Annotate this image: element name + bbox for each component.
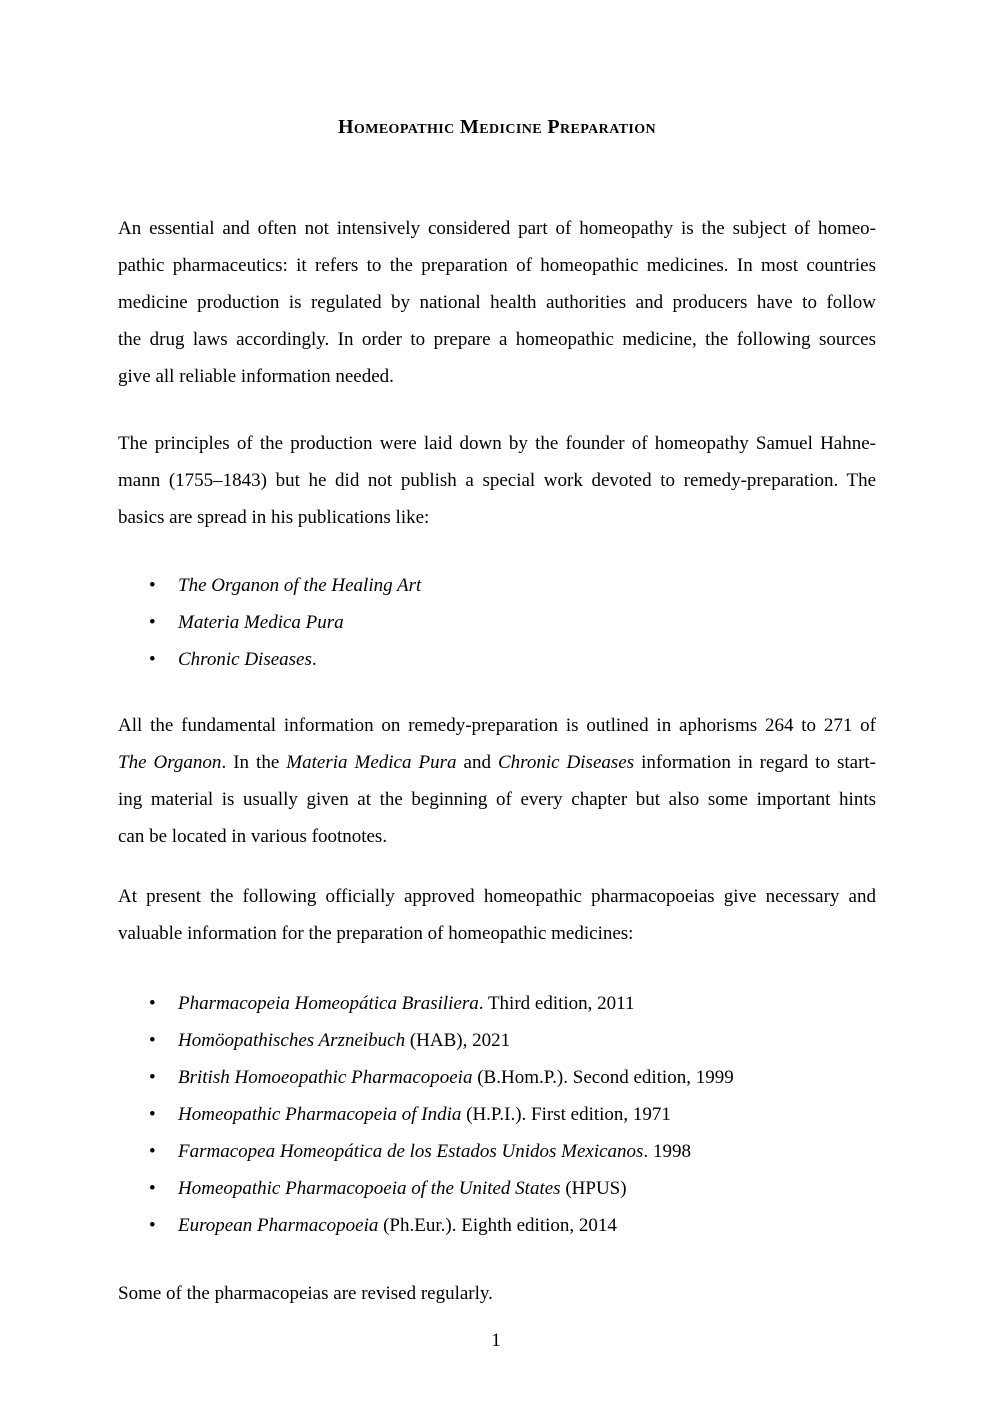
- italic-text: Chronic Diseases: [497, 752, 635, 773]
- page-number: 1: [491, 1330, 501, 1351]
- text-segment: mann (1755–1843) but he did not publish a special work devoted to remedy-preparation. The: [118, 470, 876, 491]
- italic-text: Homöopathisches Arzneibuch: [178, 1030, 406, 1051]
- italic-text: Farmacopea Homeopática de los Estados Unidos Mexicanos: [178, 1141, 644, 1162]
- list-item: [118, 985, 876, 1022]
- text-segment: information in regard to start-: [634, 752, 877, 773]
- text-line: [118, 744, 876, 781]
- list-item: [118, 1096, 876, 1133]
- list-item: [118, 604, 876, 641]
- text-line: [118, 284, 876, 321]
- text-line: [118, 878, 876, 915]
- text-segment: (HAB), 2021: [405, 1030, 511, 1051]
- text-line: [118, 1275, 876, 1312]
- text-line: [118, 321, 876, 358]
- text-segment: ing material is usually given at the beginning of every chapter but also some important hints: [118, 789, 876, 810]
- text-line: [118, 915, 876, 952]
- text-segment: pathic pharmaceutics: it refers to the preparation of homeopathic medicines. In most countries: [118, 255, 876, 276]
- paragraph-closing: [118, 1275, 876, 1312]
- text-segment: the drug laws accordingly. In order to prepare a homeopathic medicine, the following sources: [118, 329, 876, 350]
- text-segment: give all reliable information needed.: [118, 366, 394, 387]
- italic-text: The Organon: [118, 752, 222, 773]
- text-segment: (B.Hom.P.). Second edition, 1999: [472, 1067, 734, 1088]
- italic-text: Homeopathic Pharmacopoeia of the United States: [178, 1178, 561, 1199]
- text-segment: (H.P.I.). First edition, 1971: [461, 1104, 671, 1125]
- italic-text: Homeopathic Pharmacopeia of India: [178, 1104, 462, 1125]
- italic-text: European Pharmacopoeia: [178, 1215, 379, 1236]
- text-line: [118, 425, 876, 462]
- list-item: [118, 1022, 876, 1059]
- paragraph-pharmacopoeias-intro: [118, 878, 876, 952]
- text-line: [118, 707, 876, 744]
- list-item: [118, 641, 876, 678]
- text-line: [118, 818, 876, 855]
- text-segment: An essential and often not intensively considered part of homeopathy is the subject of homeo-: [118, 218, 876, 239]
- list-item: [118, 567, 876, 604]
- italic-text: Chronic Diseases: [178, 649, 312, 670]
- text-segment: . Third edition, 2011: [478, 993, 635, 1014]
- italic-text: Materia Medica Pura: [178, 612, 344, 633]
- italic-text: Materia Medica Pura: [286, 752, 457, 773]
- text-segment: At present the following officially approved homeopathic pharmacopoeias give necessary and: [118, 886, 876, 907]
- paragraph-intro: [118, 210, 876, 395]
- italic-text: British Homoeopathic Pharmacopoeia: [178, 1067, 473, 1088]
- text-segment: The principles of the production were laid down by the founder of homeopathy Samuel Hahne-: [118, 433, 876, 454]
- text-segment: All the fundamental information on remedy-preparation is outlined in aphorisms 264 to 271 of: [118, 715, 876, 736]
- text-segment: and: [456, 752, 498, 773]
- paragraph-principles: [118, 425, 876, 536]
- text-line: [118, 499, 876, 536]
- pharmacopoeias-bullet-list: [118, 985, 876, 1244]
- italic-text: The Organon of the Healing Art: [178, 575, 422, 596]
- paragraph-fundamental-info: [118, 707, 876, 855]
- italic-text: Pharmacopeia Homeopática Brasiliera: [178, 993, 479, 1014]
- text-segment: can be located in various footnotes.: [118, 826, 388, 847]
- text-line: [118, 210, 876, 247]
- text-line: [118, 781, 876, 818]
- text-segment: . In the: [221, 752, 287, 773]
- text-segment: (HPUS): [560, 1178, 627, 1199]
- text-segment: (Ph.Eur.). Eighth edition, 2014: [378, 1215, 617, 1236]
- list-item: [118, 1059, 876, 1096]
- document-title: Homeopathic Medicine Preparation: [337, 116, 657, 138]
- text-line: [118, 462, 876, 499]
- text-segment: medicine production is regulated by national health authorities and producers have to follow: [118, 292, 876, 313]
- text-line: [118, 247, 876, 284]
- publications-bullet-list: [118, 567, 876, 678]
- list-item: [118, 1133, 876, 1170]
- list-item: [118, 1207, 876, 1244]
- text-segment: basics are spread in his publications like:: [118, 507, 430, 528]
- list-item: [118, 1170, 876, 1207]
- text-segment: Some of the pharmacopeias are revised regularly.: [118, 1283, 493, 1304]
- text-line: [118, 358, 876, 395]
- text-segment: . 1998: [643, 1141, 691, 1162]
- text-segment: valuable information for the preparation of homeopathic medicines:: [118, 923, 634, 944]
- text-segment: .: [311, 649, 317, 670]
